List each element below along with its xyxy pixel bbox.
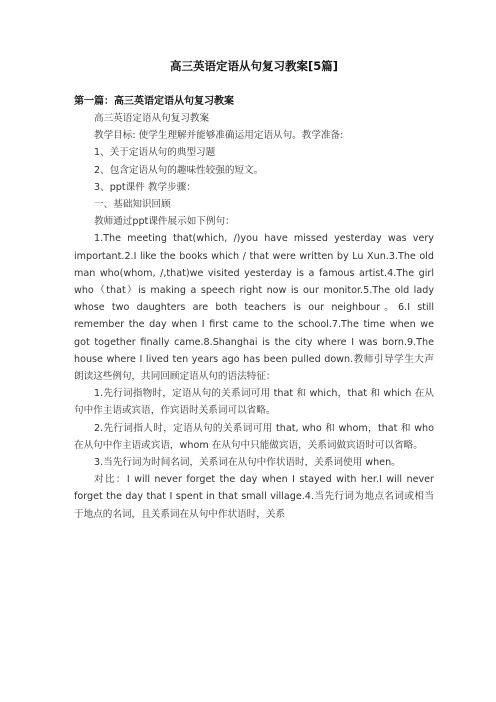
paragraph: 教学目标: 使学生理解并能够准确运用定语从句。教学准备: [94, 130, 344, 142]
paragraph: 一、基础知识回顾 [94, 199, 171, 211]
document-title: 高三英语定语从句复习教案[5篇] [169, 59, 338, 73]
paragraph: 3.当先行词为时间名词，关系词在从句中作状语时，关系词使用 when。 [94, 457, 401, 469]
paragraph: 教师通过ppt课件展示如下例句： [94, 216, 235, 228]
paragraph: 2、包含定语从句的趣味性较强的短文。 [94, 164, 264, 176]
paragraph: 2.先行词指人时，定语从句的关系词可用 that, who 和 whom，that 和 who 在从句中作主语或宾语，whom 在从句中只能做宾语，关系词做宾语时可以省略。 [74, 422, 434, 451]
paragraph: 3、ppt课件 教学步骤： [94, 181, 196, 193]
paragraph: 1.先行词指物时，定语从句的关系词可用 that 和 which，that 和 which 在从句中作主语或宾语，作宾语时关系词可以省略。 [74, 388, 434, 417]
paragraph: 1、关于定语从句的典型习题 [94, 147, 216, 159]
section-title: 第一篇：高三英语定语从句复习教案 [74, 96, 234, 107]
paragraph: 高三英语定语从句复习教案 [94, 113, 210, 124]
paragraph: 1.The meeting that(which, /)you have missed yesterday was very important.2.I like the books which / that were written by Lu Xun.3.The old man who(whom, /,that)we visited yesterday is a famous artist.4.The girl who（that）is making a speech right now is our monitor.5.The old lady whose two daughters are both teachers is our neighbour。6.I still remember the day when I first came to the school.7.The time when we got together finally came.8.Shanghai is the city where I was born.9.The house where I lived ten years ago has been pulled down.教师引导学生大声朗读这些例句，共同回顾定语从句的语法特征： [74, 233, 434, 383]
paragraph: 对比：I will never forget the day when I stayed with her.I will never forget the day that I spent in that small village.4.当先行词为地点名词或相当于地点的名词，且关系词在从句中作状语时，关系 [74, 474, 434, 520]
